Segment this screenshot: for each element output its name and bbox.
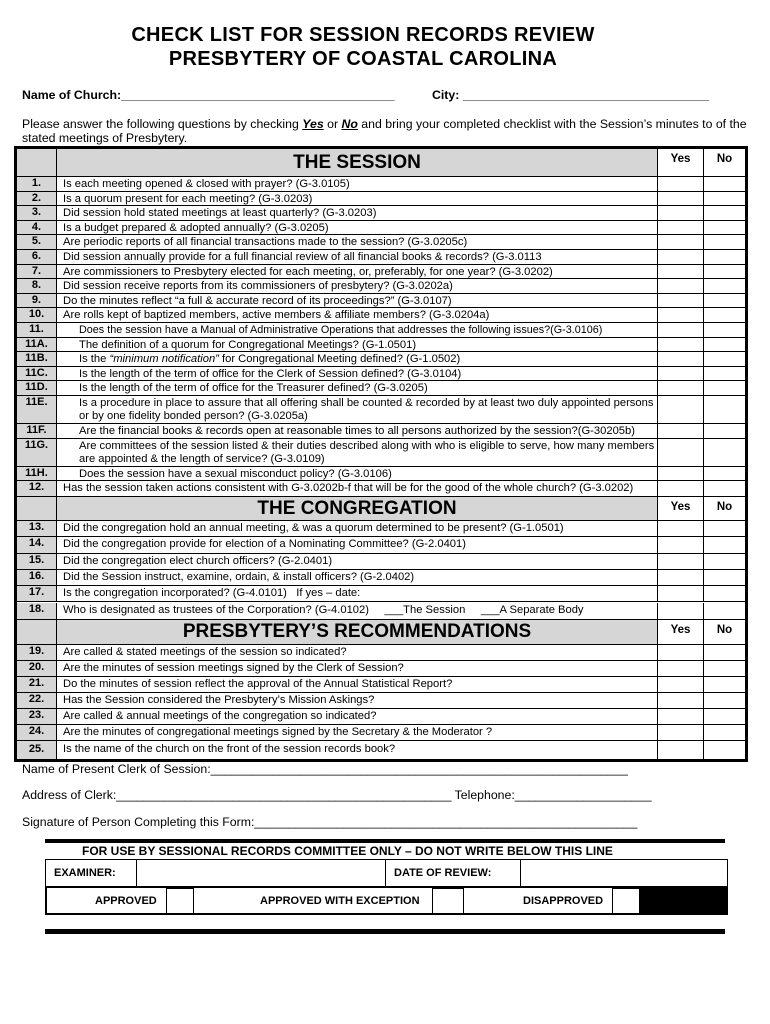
yes-checkbox[interactable]: [657, 467, 703, 481]
checklist-row: [17, 177, 745, 192]
approved-exception-label: APPROVED WITH EXCEPTION: [260, 895, 420, 907]
checklist-row: [17, 323, 745, 338]
item-question: Are called & stated meetings of the session so indicated?: [63, 646, 347, 658]
yes-checkbox[interactable]: [657, 381, 703, 395]
no-checkbox[interactable]: [703, 381, 745, 395]
clerk-address-field[interactable]: Address of Clerk:_________________________________________________ Telephone:____________________: [22, 788, 652, 802]
checklist-row: [17, 521, 745, 537]
yes-column-header: Yes: [657, 620, 703, 644]
checklist-row: [17, 467, 745, 482]
yes-checkbox[interactable]: [657, 586, 703, 601]
checklist-row: [17, 481, 745, 497]
checklist-row: [17, 235, 745, 250]
item-number: 11C.: [17, 367, 57, 381]
yes-checkbox[interactable]: [657, 693, 703, 708]
item-question: Are periodic reports of all financial transactions made to the session? (G-3.0205c): [63, 236, 468, 249]
item-number: 1.: [17, 177, 57, 191]
item-question: Is a budget prepared & adopted annually? (G-3.0205): [63, 221, 329, 234]
yes-checkbox[interactable]: [657, 323, 703, 337]
no-checkbox[interactable]: [703, 645, 745, 660]
yes-checkbox[interactable]: [657, 352, 703, 366]
intro-text-1: Please answer the following questions by checking: [22, 117, 303, 131]
item-number: 23.: [17, 709, 57, 724]
yes-checkbox[interactable]: [657, 294, 703, 308]
no-checkbox[interactable]: [703, 603, 745, 620]
no-checkbox[interactable]: [703, 279, 745, 293]
yes-checkbox[interactable]: [657, 741, 703, 759]
no-checkbox[interactable]: [703, 352, 745, 366]
no-checkbox[interactable]: [703, 586, 745, 601]
item-number: 11G.: [17, 439, 57, 466]
yes-checkbox[interactable]: [657, 725, 703, 740]
yes-checkbox[interactable]: [657, 250, 703, 264]
item-question: Has the session taken actions consistent with G-3.0202b-f that will be for the good of the whole church? (G-3.0202): [63, 482, 634, 495]
item-number: 9.: [17, 294, 57, 308]
item-question: Did the congregation provide for election of a Nominating Committee? (G-2.0401): [63, 538, 466, 551]
no-checkbox[interactable]: [703, 537, 745, 552]
item-question: Is the length of the term of office for the Treasurer defined? (G-3.0205): [79, 382, 428, 395]
no-checkbox[interactable]: [703, 709, 745, 724]
no-checkbox[interactable]: [703, 250, 745, 264]
item-question: Do the minutes reflect “a full & accurate record of its proceedings?” (G-3.0107): [63, 294, 452, 307]
checklist-row: [17, 424, 745, 439]
no-checkbox[interactable]: [703, 661, 745, 676]
item-question: Are the minutes of session meetings signed by the Clerk of Session?: [63, 662, 404, 674]
yes-checkbox[interactable]: [657, 645, 703, 660]
item-question: Are the minutes of congregational meetings signed by the Secretary & the Moderator ?: [63, 726, 493, 738]
checklist-row: [17, 677, 745, 693]
yes-checkbox[interactable]: [657, 521, 703, 536]
item-question: Are the financial books & records open at reasonable times to all persons authorized by the session?(G-30205b): [79, 425, 635, 437]
no-checkbox[interactable]: [703, 554, 745, 569]
question-text-start: Is the: [79, 353, 110, 366]
item-number: 7.: [17, 265, 57, 279]
clerk-name-field[interactable]: Name of Present Clerk of Session:_____________________________________________________________: [22, 762, 628, 776]
approved-exception-checkbox[interactable]: [432, 888, 464, 914]
item-question: Are committees of the session listed & their duties described along with who is eligible to serve, how many members are appointed & the length of service? (G-3.0109): [79, 439, 655, 465]
office-use-top-rule: [45, 839, 725, 843]
item-number: 12.: [17, 481, 57, 496]
item-question: Are called & annual meetings of the congregation so indicated?: [63, 710, 377, 722]
bottom-rule: [45, 929, 725, 934]
yes-checkbox[interactable]: [657, 554, 703, 569]
item-number: 2.: [17, 192, 57, 206]
yes-checkbox[interactable]: [657, 439, 703, 466]
no-checkbox[interactable]: [703, 677, 745, 692]
no-checkbox[interactable]: [703, 481, 745, 496]
yes-checkbox[interactable]: [657, 570, 703, 585]
no-column-header: No: [703, 497, 745, 520]
checklist-row: [17, 725, 745, 741]
date-review-input[interactable]: [520, 859, 728, 888]
item-number: 8.: [17, 279, 57, 293]
yes-checkbox[interactable]: [657, 396, 703, 423]
yes-column-header: Yes: [657, 497, 703, 520]
office-use-notice: FOR USE BY SESSIONAL RECORDS COMMITTEE ONLY – DO NOT WRITE BELOW THIS LINE: [82, 844, 613, 858]
yes-checkbox[interactable]: [657, 279, 703, 293]
item-question: Is the congregation incorporated? (G-4.0101) If yes – date:: [63, 587, 361, 600]
item-question: Did the Session instruct, examine, ordain, & install officers? (G-2.0402): [63, 570, 415, 583]
yes-checkbox[interactable]: [657, 424, 703, 438]
intro-no: No: [341, 117, 358, 131]
checklist-row: [17, 741, 745, 759]
yes-column-header: Yes: [657, 149, 703, 176]
no-checkbox[interactable]: [703, 467, 745, 481]
item-question: Do the minutes of session reflect the approval of the Annual Statistical Report?: [63, 678, 453, 690]
item-question: Are rolls kept of baptized members, active members & affiliate members? (G-3.0204a): [63, 309, 490, 322]
checklist-row: [17, 265, 745, 280]
item-question: Does the session have a Manual of Administrative Operations that addresses the following issues?(G-3.0106): [79, 324, 603, 336]
checklist-row: [17, 554, 745, 570]
black-filled-cell: [640, 887, 728, 914]
item-number: 13.: [17, 521, 57, 536]
no-checkbox[interactable]: [703, 570, 745, 585]
item-question: Is each meeting opened & closed with prayer? (G-3.0105): [63, 178, 350, 190]
no-checkbox[interactable]: [703, 221, 745, 235]
yes-checkbox[interactable]: [657, 206, 703, 220]
item-number: 11A.: [17, 338, 57, 352]
item-number: 15.: [17, 554, 57, 569]
item-number: 4.: [17, 221, 57, 235]
date-review-label: DATE OF REVIEW:: [394, 867, 492, 879]
section-header-congregation: [17, 497, 745, 521]
approved-checkbox[interactable]: [166, 888, 194, 914]
section-title-congregation: THE CONGREGATION: [57, 497, 657, 520]
item-number: 17.: [17, 586, 57, 601]
item-question: Who is designated as trustees of the Corporation? (G-4.0102) ___The Session ___A Separate Body: [63, 603, 584, 616]
section-header-recommendations: [17, 620, 745, 645]
question-emphasis: “minimum notification”: [109, 353, 219, 366]
yes-checkbox[interactable]: [657, 537, 703, 552]
yes-checkbox[interactable]: [657, 235, 703, 249]
item-number: 24.: [17, 725, 57, 740]
checklist-row: [17, 661, 745, 677]
item-question: Did the congregation elect church officers? (G-2.0401): [63, 554, 333, 567]
checklist-row: [17, 396, 745, 424]
no-checkbox[interactable]: [703, 323, 745, 337]
item-number: 11D.: [17, 381, 57, 395]
disapproved-checkbox[interactable]: [612, 888, 640, 914]
header-num-cell: [17, 149, 57, 176]
examiner-label: EXAMINER:: [54, 867, 116, 879]
item-number: 25.: [17, 741, 57, 759]
checklist-row: [17, 338, 745, 353]
item-number: 11H.: [17, 467, 57, 481]
no-checkbox[interactable]: [703, 396, 745, 423]
item-question: Did session annually provide for a full financial review of all financial books & records? (G-3.0113: [63, 251, 542, 263]
checklist-row: [17, 603, 745, 621]
signature-field[interactable]: Signature of Person Completing this Form:________________________________________________________: [22, 815, 638, 829]
yes-checkbox[interactable]: [657, 481, 703, 496]
checklist-row: [17, 308, 745, 323]
question-text-end: for Congregational Meeting defined? (G-1.0502): [218, 353, 461, 366]
yes-checkbox[interactable]: [657, 367, 703, 381]
no-checkbox[interactable]: [703, 367, 745, 381]
item-question: Is the length of the term of office for the Clerk of Session defined? (G-3.0104): [79, 367, 462, 380]
section-title-session: THE SESSION: [57, 149, 657, 176]
instructions: [22, 117, 752, 145]
item-number: 14.: [17, 537, 57, 552]
checklist-row: [17, 570, 745, 586]
disapproved-label: DISAPPROVED: [523, 895, 604, 907]
no-column-header: No: [703, 149, 745, 176]
item-question: Did the congregation hold an annual meeting, & was a quorum determined to be present? (G-1.0501): [63, 522, 564, 534]
item-question: Does the session have a sexual misconduct policy? (G-3.0106): [79, 467, 392, 480]
item-number: 11F.: [17, 424, 57, 438]
item-number: 5.: [17, 235, 57, 249]
section-title-recommendations: PRESBYTERY’S RECOMMENDATIONS: [57, 620, 657, 644]
examiner-input[interactable]: [136, 859, 386, 888]
item-number: 19.: [17, 645, 57, 660]
no-checkbox[interactable]: [703, 265, 745, 279]
no-checkbox[interactable]: [703, 725, 745, 740]
yes-checkbox[interactable]: [657, 338, 703, 352]
item-number: 18.: [17, 603, 57, 620]
checklist-row: [17, 279, 745, 294]
page-title-line-1: CHECK LIST FOR SESSION RECORDS REVIEW: [131, 24, 595, 46]
no-checkbox[interactable]: [703, 235, 745, 249]
no-checkbox[interactable]: [703, 439, 745, 466]
no-checkbox[interactable]: [703, 308, 745, 322]
no-checkbox[interactable]: [703, 741, 745, 759]
checklist-row: [17, 537, 745, 553]
checklist-table: [14, 146, 748, 762]
yes-checkbox[interactable]: [657, 661, 703, 676]
yes-checkbox[interactable]: [657, 177, 703, 191]
no-checkbox[interactable]: [703, 294, 745, 308]
yes-checkbox[interactable]: [657, 677, 703, 692]
checklist-row: [17, 294, 745, 309]
yes-checkbox[interactable]: [657, 221, 703, 235]
item-number: 11.: [17, 323, 57, 337]
item-question: The definition of a quorum for Congregational Meetings? (G-1.0501): [79, 338, 417, 351]
no-checkbox[interactable]: [703, 192, 745, 206]
checklist-row: [17, 192, 745, 207]
item-question: Is a procedure in place to assure that all offering shall be counted & recorded by at least two duly appointed persons or by one fidelity bonded person? (G-3.0205a): [79, 397, 654, 422]
intro-text-2: and bring your completed checklist with the Session’s minutes to of the stated meetings of Presbytery.: [22, 117, 747, 145]
no-checkbox[interactable]: [703, 206, 745, 220]
item-number: 16.: [17, 570, 57, 585]
item-question: Did session hold stated meetings at least quarterly? (G-3.0203): [63, 207, 377, 220]
checklist-row: [17, 367, 745, 382]
no-checkbox[interactable]: [703, 424, 745, 438]
intro-yes: Yes: [302, 117, 324, 131]
checklist-row: [17, 221, 745, 236]
item-number: 10.: [17, 308, 57, 322]
item-question: Did session receive reports from its commissioners of presbytery? (G-3.0202a): [63, 280, 453, 293]
checklist-row: [17, 586, 745, 602]
no-checkbox[interactable]: [703, 338, 745, 352]
checklist-row: [17, 250, 745, 265]
checklist-row: [17, 645, 745, 661]
item-question: Is the name of the church on the front of the session records book?: [63, 743, 396, 755]
item-number: 3.: [17, 206, 57, 220]
checklist-row: [17, 381, 745, 396]
no-column-header: No: [703, 620, 745, 644]
checklist-row: [17, 352, 745, 367]
no-checkbox[interactable]: [703, 693, 745, 708]
header-num-cell: [17, 620, 57, 644]
item-number: 11E.: [17, 396, 57, 423]
yes-checkbox[interactable]: [657, 308, 703, 322]
item-number: 6.: [17, 250, 57, 264]
item-question: Are commissioners to Presbytery elected for each meeting, or, preferably, for one year? (G-3.0202): [63, 265, 553, 278]
item-number: 20.: [17, 661, 57, 676]
header-num-cell: [17, 497, 57, 520]
no-checkbox[interactable]: [703, 177, 745, 191]
page-title-line-2: PRESBYTERY OF COASTAL CAROLINA: [168, 48, 558, 70]
item-question: Has the Session considered the Presbytery’s Mission Askings?: [63, 694, 375, 706]
item-number: 21.: [17, 677, 57, 692]
item-question: Is a quorum present for each meeting? (G-3.0203): [63, 192, 313, 205]
church-name-field[interactable]: Name of Church:________________________________________: [22, 88, 395, 102]
city-field[interactable]: City: ____________________________________: [432, 88, 709, 102]
no-checkbox[interactable]: [703, 521, 745, 536]
checklist-row: [17, 709, 745, 725]
item-number: 22.: [17, 693, 57, 708]
yes-checkbox[interactable]: [657, 709, 703, 724]
yes-checkbox[interactable]: [657, 603, 703, 620]
item-question: [79, 353, 655, 366]
checklist-row: [17, 693, 745, 709]
checklist-row: [17, 439, 745, 467]
intro-or: or: [323, 117, 342, 131]
yes-checkbox[interactable]: [657, 265, 703, 279]
section-header-session: [17, 149, 745, 177]
item-number: 11B.: [17, 352, 57, 366]
checklist-row: [17, 206, 745, 221]
approved-label: APPROVED: [95, 895, 157, 907]
yes-checkbox[interactable]: [657, 192, 703, 206]
